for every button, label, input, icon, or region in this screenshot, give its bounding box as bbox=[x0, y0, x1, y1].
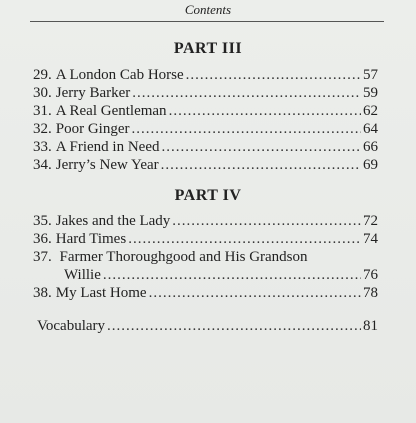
entry-title-continued: Willie bbox=[64, 267, 101, 283]
dot-leader bbox=[149, 284, 361, 302]
entry-number: 29. bbox=[33, 67, 52, 83]
entry-page: 72 bbox=[363, 213, 378, 229]
dot-leader bbox=[172, 212, 361, 230]
entry-title: A Friend in Need bbox=[55, 139, 160, 155]
entry-number: 38. bbox=[33, 285, 52, 301]
dot-leader bbox=[132, 84, 361, 102]
entry-first-line bbox=[33, 248, 378, 266]
entry-number: 35. bbox=[33, 213, 52, 229]
dot-leader bbox=[161, 156, 361, 174]
toc-entry-31[interactable] bbox=[33, 102, 378, 120]
entry-title: Jerry’s New Year bbox=[55, 157, 159, 173]
entry-number: 36. bbox=[33, 231, 52, 247]
entry-page: 76 bbox=[363, 267, 378, 283]
entry-title: My Last Home bbox=[55, 285, 147, 301]
toc-entry-29[interactable] bbox=[33, 66, 378, 84]
entry-number: 32. bbox=[33, 121, 52, 137]
dot-leader bbox=[186, 66, 361, 84]
entry-page: 59 bbox=[363, 85, 378, 101]
entry-title: A Real Gentleman bbox=[55, 103, 167, 119]
toc-entry-32[interactable] bbox=[33, 120, 378, 138]
entry-page: 64 bbox=[363, 121, 378, 137]
entry-page: 78 bbox=[363, 285, 378, 301]
part-3-toc bbox=[33, 66, 378, 174]
entry-title: Farmer Thoroughgood and His Grandson bbox=[59, 249, 308, 265]
entry-title: Jakes and the Lady bbox=[55, 213, 171, 229]
entry-number: 33. bbox=[33, 139, 52, 155]
dot-leader bbox=[161, 138, 361, 156]
entry-title: Hard Times bbox=[55, 231, 127, 247]
toc-entry-30[interactable] bbox=[33, 84, 378, 102]
dot-leader bbox=[132, 120, 362, 138]
entry-number: 34. bbox=[33, 157, 52, 173]
entry-title: Poor Ginger bbox=[55, 121, 130, 137]
entry-title: A London Cab Horse bbox=[55, 67, 184, 83]
entry-number: 31. bbox=[33, 103, 52, 119]
part-4-title: PART IV bbox=[174, 187, 242, 204]
toc-entry-36[interactable] bbox=[33, 230, 378, 248]
entry-number: 37. bbox=[33, 249, 52, 265]
entry-page: 66 bbox=[363, 139, 378, 155]
part-4-toc bbox=[33, 212, 378, 302]
dot-leader bbox=[107, 317, 361, 335]
entry-second-line bbox=[33, 266, 378, 284]
toc-entry-vocabulary[interactable] bbox=[37, 317, 378, 335]
entry-page: 62 bbox=[363, 103, 378, 119]
running-head: Contents bbox=[184, 2, 232, 17]
entry-title: Vocabulary bbox=[37, 318, 106, 334]
toc-entry-37[interactable] bbox=[33, 248, 378, 284]
entry-page: 57 bbox=[363, 67, 378, 83]
toc-entry-34[interactable] bbox=[33, 156, 378, 174]
part-3-title: PART III bbox=[173, 40, 243, 57]
entry-number: 30. bbox=[33, 85, 52, 101]
toc-entry-38[interactable] bbox=[33, 284, 378, 302]
header-rule bbox=[30, 21, 384, 22]
entry-title: Jerry Barker bbox=[55, 85, 131, 101]
dot-leader bbox=[103, 266, 361, 284]
dot-leader bbox=[169, 102, 361, 120]
toc-entry-35[interactable] bbox=[33, 212, 378, 230]
vocabulary-entry-wrap bbox=[37, 317, 378, 335]
toc-entry-33[interactable] bbox=[33, 138, 378, 156]
entry-page: 81 bbox=[363, 318, 378, 334]
entry-page: 69 bbox=[363, 157, 378, 173]
entry-page: 74 bbox=[363, 231, 378, 247]
dot-leader bbox=[128, 230, 361, 248]
